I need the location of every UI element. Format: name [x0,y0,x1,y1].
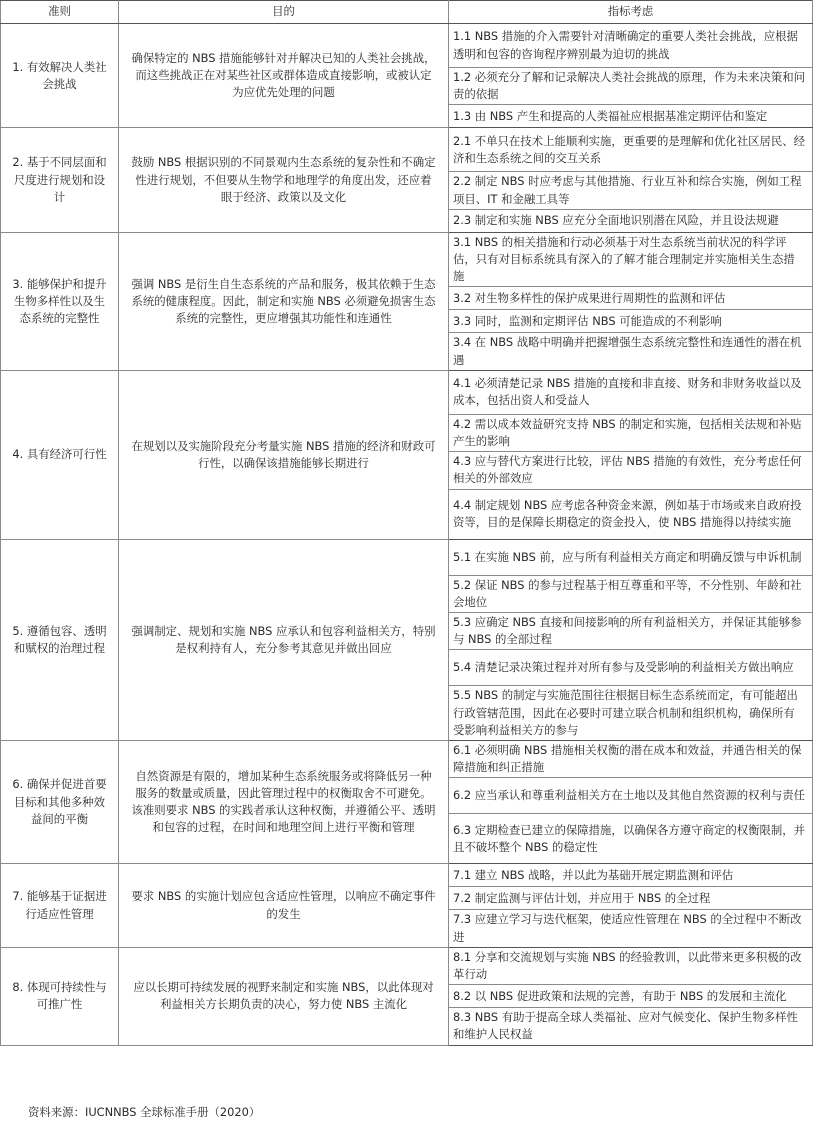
criterion-cell: 5. 遵循包容、透明和赋权的治理过程 [1,539,119,740]
criterion-cell: 3. 能够保护和提升生物多样性以及生态系统的完整性 [1,232,119,370]
indicator-cell: 1.2 必须充分了解和记录解决人类社会挑战的原理，作为未来决策和问责的依据 [449,68,813,105]
table-row [1,864,813,887]
table-row [1,370,813,414]
indicator-cell: 3.3 同时，监测和定期评估 NBS 可能造成的不利影响 [449,310,813,333]
indicator-cell: 7.1 建立 NBS 战略，并以此为基础开展定期监测和评估 [449,864,813,887]
purpose-cell: 强调 NBS 是衍生自生态系统的产品和服务，极其依赖于生态系统的健康程度。因此，制定和实施 NBS 必须避免损害生态系统的完整性，更应增强其功能性和连通性 [119,232,449,370]
indicator-cell: 2.3 制定和实施 NBS 应充分全面地识别潜在风险，并且设法规避 [449,209,813,232]
indicator-cell: 4.2 需以成本效益研究支持 NBS 的制定和实施，包括相关法规和补贴产生的影响 [449,414,813,451]
table-row [1,539,813,575]
indicator-cell: 4.1 必须清楚记录 NBS 措施的直接和非直接、财务和非财务收益以及成本，包括出资人和受益人 [449,370,813,414]
indicator-cell: 7.3 应建立学习与迭代框架，使适应性管理在 NBS 的全过程中不断改进 [449,910,813,947]
table-row [1,128,813,172]
indicator-cell: 2.2 制定 NBS 时应考虑与其他措施、行业互补和综合实施，例如工程项目、IT 和金融工具等 [449,172,813,209]
criterion-cell: 4. 具有经济可行性 [1,370,119,539]
indicator-cell: 5.2 保证 NBS 的参与过程基于相互尊重和平等，不分性别、年龄和社会地位 [449,575,813,612]
purpose-cell: 在规划以及实施阶段充分考量实施 NBS 措施的经济和财政可行性，以确保该措施能够长期进行 [119,370,449,539]
indicator-cell: 6.3 定期检查已建立的保障措施，以确保各方遵守商定的权衡限制，并且不破坏整个 NBS 的稳定性 [449,814,813,864]
indicator-cell: 5.1 在实施 NBS 前，应与所有利益相关方商定和明确反馈与申诉机制 [449,539,813,575]
table-header-row [1,1,813,24]
criterion-cell: 7. 能够基于证据进行适应性管理 [1,864,119,947]
indicator-cell: 1.1 NBS 措施的介入需要针对清晰确定的重要人类社会挑战，应根据透明和包容的咨询程序辨别最为迫切的挑战 [449,24,813,68]
purpose-cell: 应以长期可持续发展的视野来制定和实施 NBS，以此体现对利益相关方长期负责的决心，努力使 NBS 主流化 [119,947,449,1045]
criterion-cell: 1. 有效解决人类社会挑战 [1,24,119,128]
purpose-cell: 要求 NBS 的实施计划应包含适应性管理，以响应不确定事件的发生 [119,864,449,947]
indicator-cell: 8.1 分享和交流规划与实施 NBS 的经验教训，以此带来更多积极的改革行动 [449,947,813,984]
indicator-cell: 8.2 以 NBS 促进政策和法规的完善，有助于 NBS 的发展和主流化 [449,985,813,1008]
indicator-cell: 1.3 由 NBS 产生和提高的人类福祉应根据基准定期评估和鉴定 [449,105,813,128]
purpose-cell: 强调制定、规划和实施 NBS 应承认和包容利益相关方，特别是权利持有人，充分参考其意见并做出回应 [119,539,449,740]
header-indicators: 指标考虑 [449,1,813,24]
purpose-cell: 鼓励 NBS 根据识别的不同景观内生态系统的复杂性和不确定性进行规划，不但要从生物学和地理学的角度出发，还应着眼于经济、政策以及文化 [119,128,449,232]
criterion-cell: 6. 确保并促进首要目标和其他多种效益间的平衡 [1,741,119,864]
indicator-cell: 7.2 制定监测与评估计划，并应用于 NBS 的全过程 [449,887,813,910]
criteria-table-body [1,24,813,1046]
source-note: 资料来源：IUCNNBS 全球标准手册（2020） [28,1105,261,1119]
indicator-cell: 3.1 NBS 的相关措施和行动必须基于对生态系统当前状况的科学评估，只有对目标系统具有深入的了解才能合理制定并实施相关生态措施 [449,232,813,287]
indicator-cell: 2.1 不单只在技术上能顺利实施，更重要的是理解和优化社区居民、经济和生态系统之间的交互关系 [449,128,813,172]
criterion-cell: 2. 基于不同层面和尺度进行规划和设计 [1,128,119,232]
indicator-cell: 5.3 应确定 NBS 直接和间接影响的所有利益相关方，并保证其能够参与 NBS 的全部过程 [449,613,813,650]
indicator-cell: 3.2 对生物多样性的保护成果进行周期性的监测和评估 [449,287,813,310]
header-purpose: 目的 [119,1,449,24]
purpose-cell: 自然资源是有限的，增加某种生态系统服务或将降低另一种服务的数量或质量，因此管理过程中的权衡取舍不可避免。该准则要求 NBS 的实践者承认这种权衡，并遵循公平、透明和包容的过程，在时间和地理空间上进行平衡和管理 [119,741,449,864]
criterion-cell: 8. 体现可持续性与可推广性 [1,947,119,1045]
header-criterion: 准则 [1,1,119,24]
indicator-cell: 5.4 清楚记录决策过程并对所有参与及受影响的利益相关方做出响应 [449,650,813,686]
indicator-cell: 3.4 在 NBS 战略中明确并把握增强生态系统完整性和连通性的潜在机遇 [449,333,813,370]
purpose-cell: 确保特定的 NBS 措施能够针对并解决已知的人类社会挑战，而这些挑战正在对某些社区或群体造成直接影响，或被认定为应优先处理的问题 [119,24,449,128]
table-row [1,24,813,68]
indicator-cell: 4.3 应与替代方案进行比较，评估 NBS 措施的有效性，充分考虑任何相关的外部效应 [449,452,813,489]
table-row [1,232,813,287]
indicator-cell: 5.5 NBS 的制定与实施范围往往根据目标生态系统而定，有可能超出行政管辖范围，因此在必要时可建立联合机制和组织机构，确保所有受影响利益相关方的参与 [449,686,813,741]
indicator-cell: 6.2 应当承认和尊重利益相关方在土地以及其他自然资源的权利与责任 [449,778,813,814]
indicator-cell: 8.3 NBS 有助于提高全球人类福祉、应对气候变化、保护生物多样性和维护人民权益 [449,1008,813,1045]
table-row [1,947,813,984]
indicator-cell: 6.1 必须明确 NBS 措施相关权衡的潜在成本和效益，并通告相关的保障措施和纠正措施 [449,741,813,778]
table-row [1,741,813,778]
indicator-cell: 4.4 制定规划 NBS 应考虑各种资金来源，例如基于市场或来自政府投资等，目的是保障长期稳定的资金投入，使 NBS 措施得以持续实施 [449,489,813,539]
